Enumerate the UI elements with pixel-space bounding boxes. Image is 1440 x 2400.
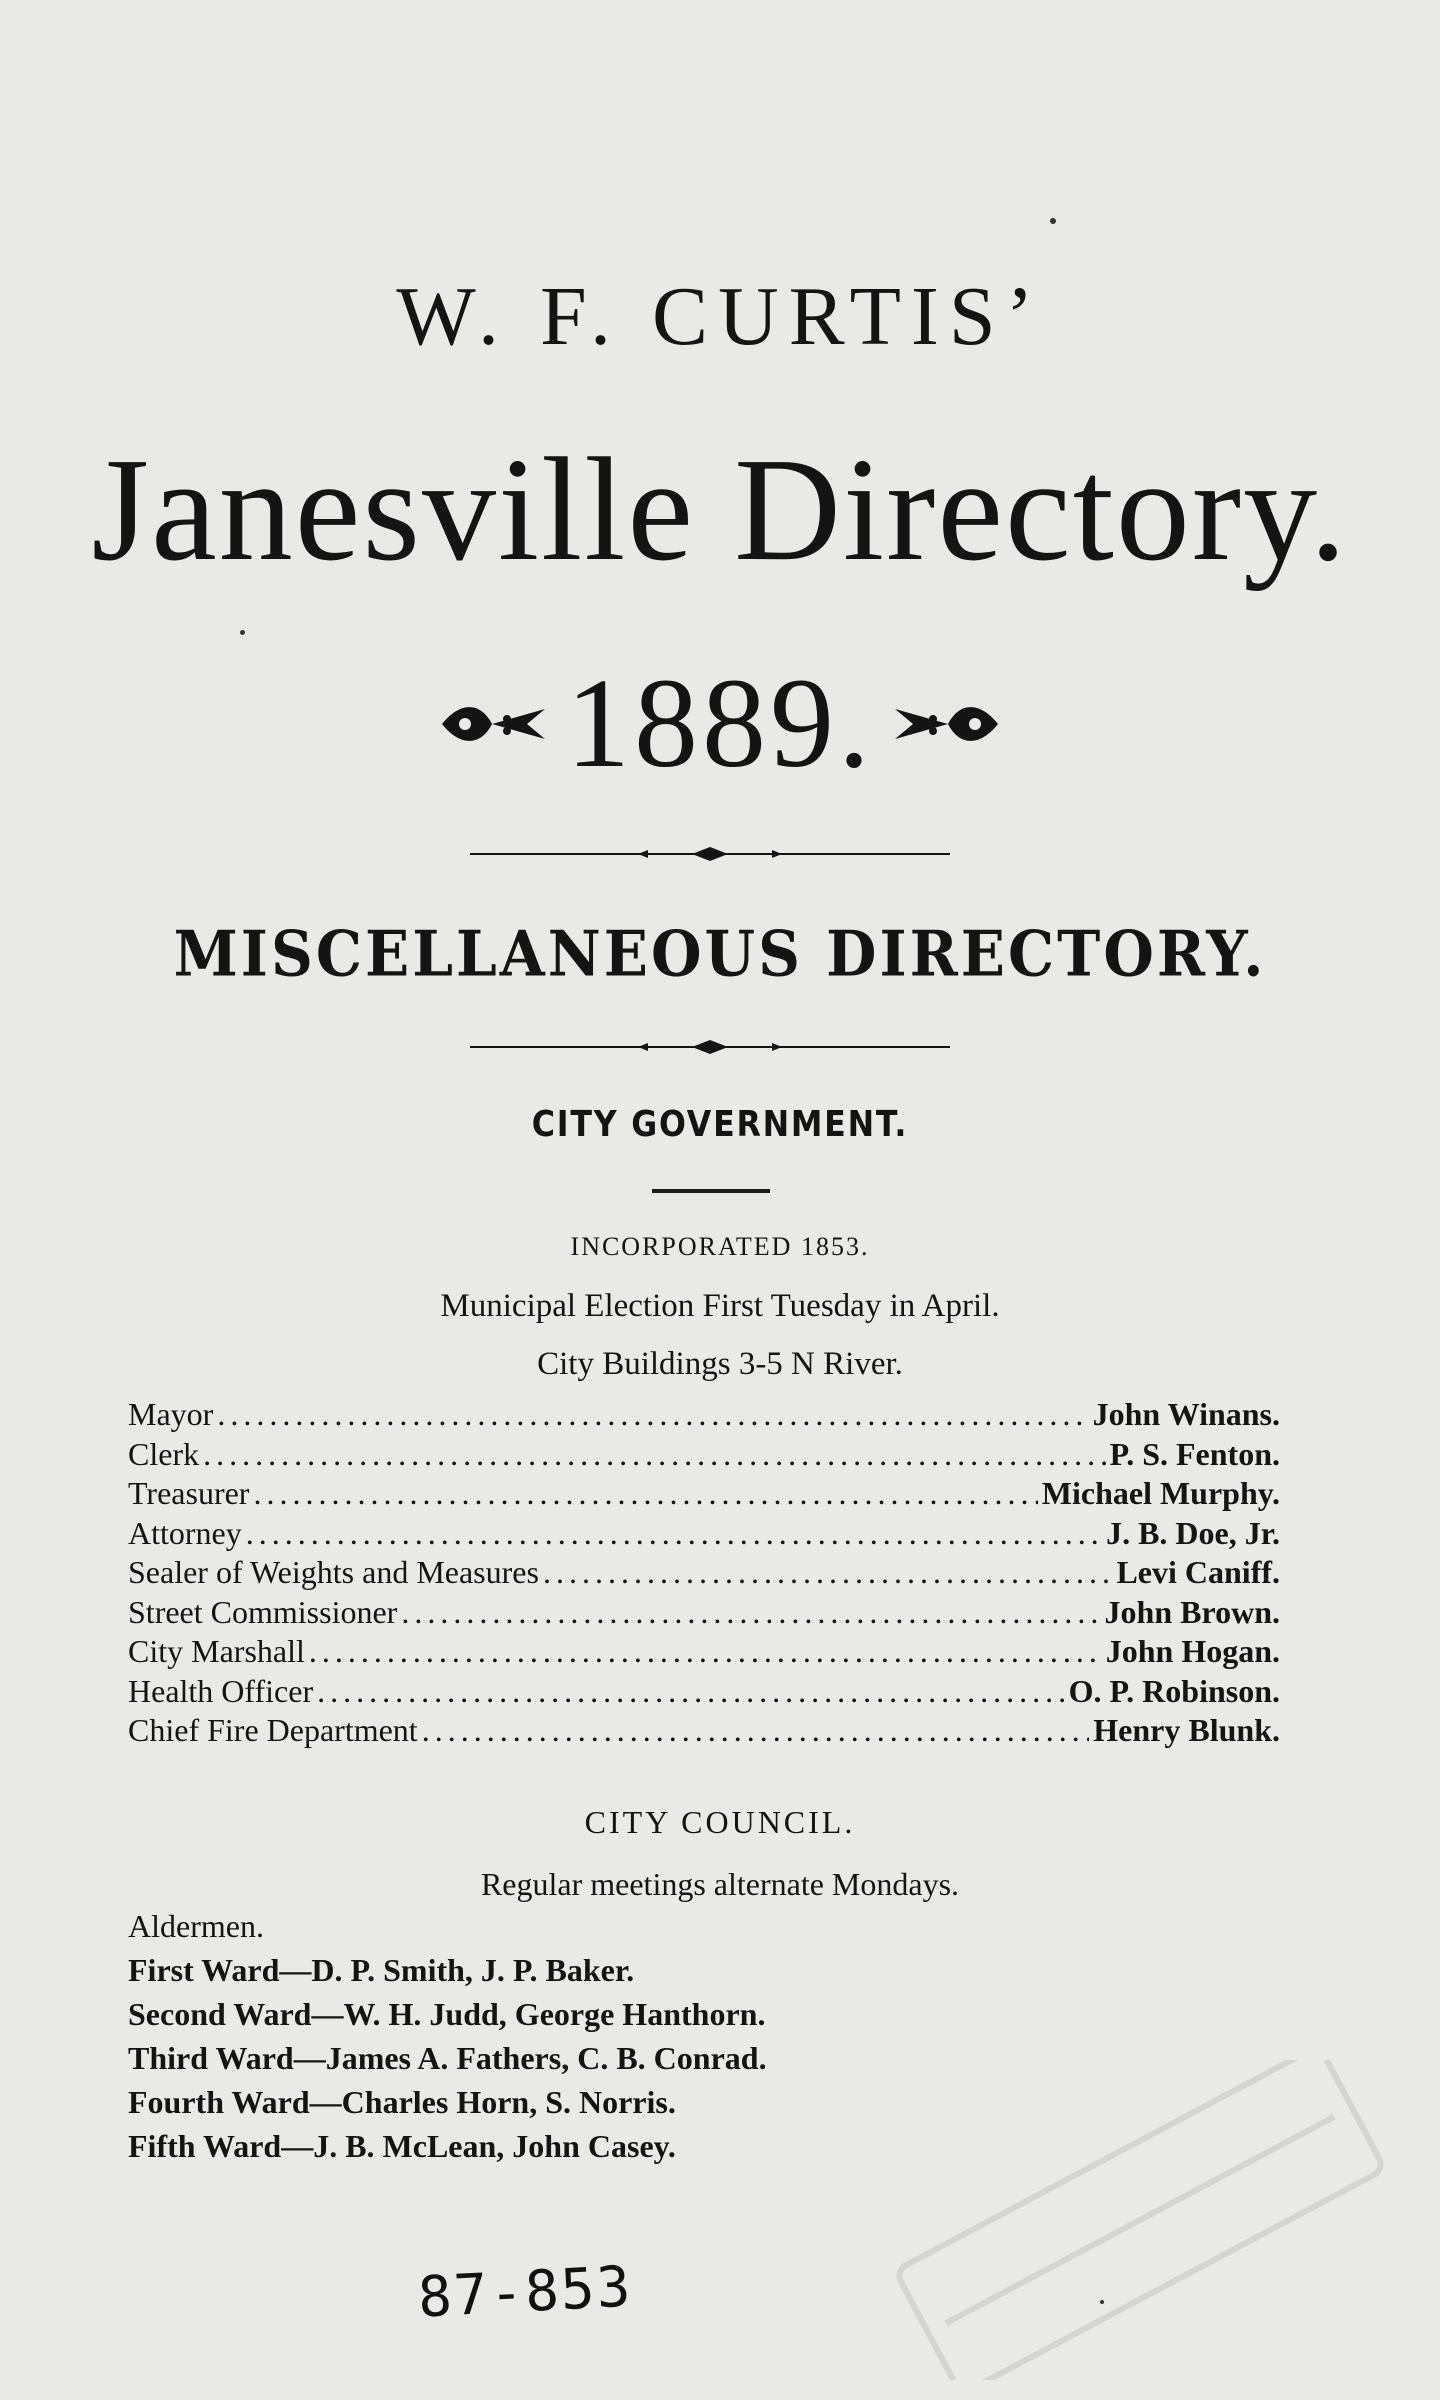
officer-role: Clerk [128, 1435, 200, 1472]
officer-role: Sealer of Weights and Measures [128, 1554, 539, 1590]
officer-row [128, 1594, 1280, 1634]
meetings-line: Regular meetings alternate Mondays. [480, 1866, 960, 1902]
handwritten-number: 87-853 [416, 2254, 634, 2331]
buildings-line: City Buildings 3-5 N River. [537, 1346, 903, 1382]
officer-name: J. B. Doe, Jr. [1106, 1514, 1280, 1551]
library-stamp-watermark [860, 2060, 1420, 2380]
officer-name: P. S. Fenton. [1109, 1435, 1280, 1472]
ward-row: Third Ward—James A. Fathers, C. B. Conrad. [128, 2040, 767, 2076]
ornamental-rule-bottom [470, 1035, 950, 1059]
officer-role: Health Officer [128, 1672, 314, 1709]
election-line: Municipal Election First Tuesday in April. [440, 1288, 1000, 1324]
officer-row [128, 1396, 1280, 1436]
incorporated-line: INCORPORATED 1853. [570, 1232, 870, 1261]
city-government-heading: CITY GOVERNMENT. [531, 1104, 909, 1145]
officer-role: Chief Fire Department [128, 1712, 418, 1748]
officer-row [128, 1712, 1280, 1752]
ward-row: First Ward—D. P. Smith, J. P. Baker. [128, 1952, 635, 1988]
officer-role: City Marshall [128, 1633, 305, 1669]
officer-role: Treasurer [128, 1475, 250, 1511]
leader-dots [543, 1554, 1113, 1591]
ward-row: Second Ward—W. H. Judd, George Hanthorn. [128, 1996, 766, 2032]
leader-dots [401, 1594, 1100, 1631]
officer-name: John Winans. [1092, 1396, 1280, 1432]
officer-row [128, 1633, 1280, 1673]
section-title: MISCELLANEOUS DIRECTORY. [173, 917, 1267, 991]
fleuron-right-icon [893, 689, 1003, 759]
ornamental-rule-top [470, 842, 950, 866]
paper-speck [1050, 218, 1056, 224]
officer-role: Attorney [128, 1514, 242, 1551]
paper-speck [1100, 2300, 1104, 2304]
officer-name: Levi Caniff. [1116, 1554, 1280, 1590]
officer-name: Michael Murphy. [1041, 1475, 1280, 1511]
leader-dots [217, 1396, 1088, 1433]
leader-dots [422, 1712, 1090, 1749]
officer-row [128, 1673, 1280, 1713]
officer-name: Henry Blunk. [1093, 1712, 1280, 1748]
officer-row [128, 1515, 1280, 1555]
officer-name: John Brown. [1104, 1593, 1280, 1630]
ward-row: Fifth Ward—J. B. McLean, John Casey. [128, 2128, 676, 2164]
leader-dots [309, 1633, 1102, 1670]
officers-list [128, 1396, 1280, 1752]
leader-dots [317, 1673, 1065, 1710]
ward-row: Fourth Ward—Charles Horn, S. Norris. [128, 2084, 676, 2120]
officer-name: O. P. Robinson. [1068, 1672, 1280, 1709]
paper-speck [240, 630, 245, 635]
officer-name: John Hogan. [1105, 1633, 1280, 1669]
officer-role: Street Commissioner [128, 1593, 398, 1630]
year-text: 1889. [566, 652, 874, 794]
aldermen-label: Aldermen. [128, 1908, 264, 1944]
short-divider [652, 1189, 770, 1193]
officer-row [128, 1554, 1280, 1594]
fleuron-left-icon [437, 689, 547, 759]
page-title: Janesville Directory. [91, 428, 1349, 592]
officer-role: Mayor [128, 1396, 214, 1432]
officer-row [128, 1475, 1280, 1515]
officer-row [128, 1436, 1280, 1476]
leader-dots [203, 1436, 1106, 1473]
year-row [0, 650, 1440, 794]
city-council-heading: CITY COUNCIL. [584, 1804, 856, 1840]
leader-dots [253, 1475, 1037, 1512]
leader-dots [246, 1515, 1102, 1552]
publisher-line: W. F. CURTIS’ [396, 270, 1044, 363]
